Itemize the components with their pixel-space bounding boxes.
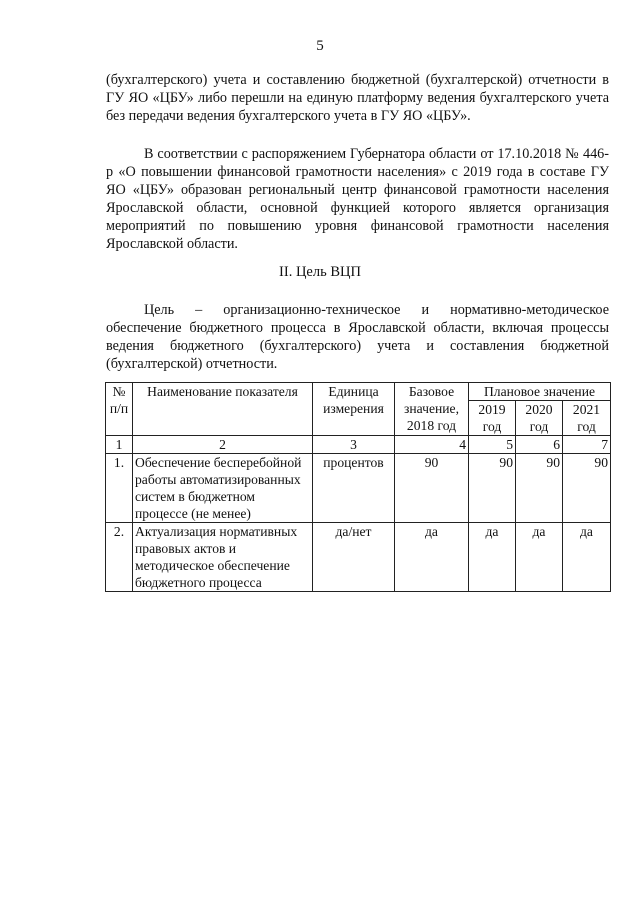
index-cell: 6 [516, 436, 563, 454]
row-indicator-name: Обеспечение бесперебойной работы автоматизированных систем в бюджетном процессе (не менее) [133, 454, 313, 523]
index-cell: 2 [133, 436, 313, 454]
paragraph-financial-literacy: В соответствии с распоряжением Губернатора области от 17.10.2018 № 446-р «О повышении финансовой грамотности населения» с 2019 года в составе ГУ ЯО «ЦБУ» образован региональный центр финансовой грамотности населения Ярославской области, основной функцией которого является организация мероприятий по повышению уровня финансовой грамотности населения Ярославской области. [106, 146, 609, 252]
paragraph-accounting: (бухгалтерского) учета и составлению бюджетной (бухгалтерской) отчетности в ГУ ЯО «ЦБУ» либо перешли на единую платформу ведения бухгалтерского учета без передачи ведения бухгалтерского учета в ГУ ЯО «ЦБУ». [106, 72, 609, 124]
index-cell: 1 [106, 436, 133, 454]
row-value-2019: 90 [469, 454, 516, 523]
row-value-2021: да [563, 523, 611, 592]
header-base-value: Базовое значение, 2018 год [395, 383, 469, 436]
table-row [106, 454, 611, 523]
index-cell: 5 [469, 436, 516, 454]
row-value-2020: да [516, 523, 563, 592]
row-unit: да/нет [313, 523, 395, 592]
table-index-row [106, 436, 611, 454]
row-number: 1. [106, 454, 133, 523]
row-number: 2. [106, 523, 133, 592]
index-cell: 3 [313, 436, 395, 454]
header-planned-value: Плановое значение [469, 383, 611, 401]
table-row [106, 523, 611, 592]
row-indicator-name: Актуализация нормативных правовых актов и методическое обеспечение бюджетного процесса [133, 523, 313, 592]
row-base-value: 90 [395, 454, 469, 523]
row-value-2020: 90 [516, 454, 563, 523]
page-number: 5 [316, 38, 324, 54]
indicators-table [105, 382, 611, 592]
row-value-2021: 90 [563, 454, 611, 523]
header-year-2020: 2020 год [516, 401, 563, 436]
paragraph-goal: Цель – организационно-техническое и нормативно-методическое обеспечение бюджетного процесса в Ярославской области, включая процессы ведения бюджетного (бухгалтерского) учета и составления бюджетной (бухгалтерской) отчетности. [106, 302, 609, 372]
row-value-2019: да [469, 523, 516, 592]
row-base-value: да [395, 523, 469, 592]
header-number: № п/п [106, 383, 133, 436]
header-indicator-name: Наименование показателя [133, 383, 313, 436]
index-cell: 7 [563, 436, 611, 454]
section-heading: II. Цель ВЦП [279, 264, 361, 280]
header-year-2019: 2019 год [469, 401, 516, 436]
table-header-row [106, 383, 611, 401]
header-year-2021: 2021 год [563, 401, 611, 436]
index-cell: 4 [395, 436, 469, 454]
row-unit: процентов [313, 454, 395, 523]
header-unit: Единица измерения [313, 383, 395, 436]
